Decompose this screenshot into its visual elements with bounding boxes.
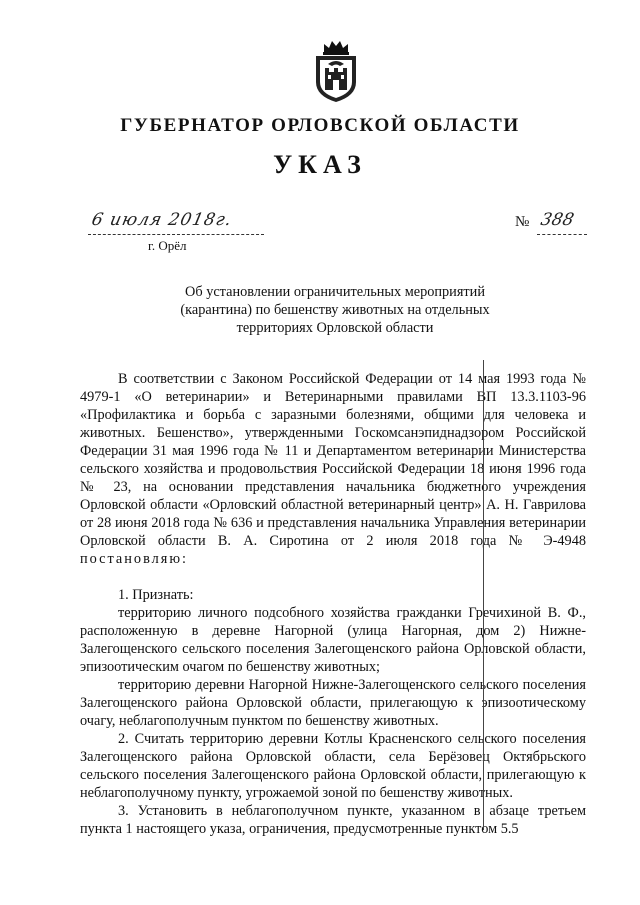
- coat-of-arms-emblem: [312, 38, 360, 104]
- place-of-issue: г. Орёл: [148, 238, 187, 253]
- item-paragraph: территорию личного подсобного хозяйства гражданки Гречихиной В. Ф., расположенную в деревне Нагорной (улица Нагорная, дом 2) Нижне-Залегощенского сельского поселения Залегощенского района Орловской области, эпизоотическим очагом по бешенству животных;: [80, 605, 586, 675]
- item-paragraph: 2. Считать территорию деревни Котлы Красненского сельского поселения Залегощенского района Орловской области, села Берёзовец Октябрьского сельского поселения Залегощенского района Орловской области, прилегающую к неблагополучному пункту, угрожаемой зоной по бешенству животных.: [80, 731, 586, 801]
- item-paragraph: 1. Признать:: [118, 587, 194, 603]
- item-paragraph: 3. Установить в неблагополучном пункте, указанном в абзаце третьем пункта 1 настоящего указа, ограничения, предусмотренные пунктом 5.5: [80, 803, 586, 837]
- handwritten-number: 388: [538, 210, 576, 230]
- decree-word: постановляю:: [80, 551, 188, 567]
- scan-margin-line: [483, 360, 484, 830]
- preamble-paragraph: [80, 370, 586, 568]
- decree-subject: [140, 283, 530, 337]
- document-type: УКАЗ: [273, 150, 367, 179]
- subject-line: (карантина) по бешенству животных на отдельных: [180, 302, 490, 318]
- issuer-title: ГУБЕРНАТОР ОРЛОВСКОЙ ОБЛАСТИ: [120, 115, 520, 136]
- item-paragraph: территорию деревни Нагорной Нижне-Залегощенского сельского поселения Залегощенского района Орловской области, прилегающую к эпизоотическому очагу, неблагополучным пунктом по бешенству животных.: [80, 677, 586, 729]
- decree-body: [80, 370, 586, 838]
- preamble-text: В соответствии с Законом Российской Федерации от 14 мая 1993 года № 4979-1 «О ветеринарии» и Ветеринарными правилами ВП 13.3.1103-96 «Профилактика и борьба с заразными болезнями, общими для человека и животных. Бешенство», утвержденными Госкомсанэпиднадзором Российской Федерации 31 мая 1996 года № 11 и Департаментом ветеринарии Министерства сельского хозяйства и продовольствия Российской Федерации 18 июня 1996 года № 23, на основании представления начальника бюджетного учреждения Орловской области «Орловский областной ветеринарный центр» А. Н. Гаврилова от 28 июня 2018 года № 636 и представления начальника Управления ветеринарии Орловской области В. А. Сиротина от 2 июля 2018 года № Э-4948: [80, 371, 586, 549]
- subject-line: территориях Орловской области: [236, 320, 434, 336]
- subject-line: Об установлении ограничительных мероприятий: [185, 284, 485, 300]
- number-label: №: [515, 214, 530, 230]
- handwritten-date: 6 июля 2018г.: [89, 210, 235, 230]
